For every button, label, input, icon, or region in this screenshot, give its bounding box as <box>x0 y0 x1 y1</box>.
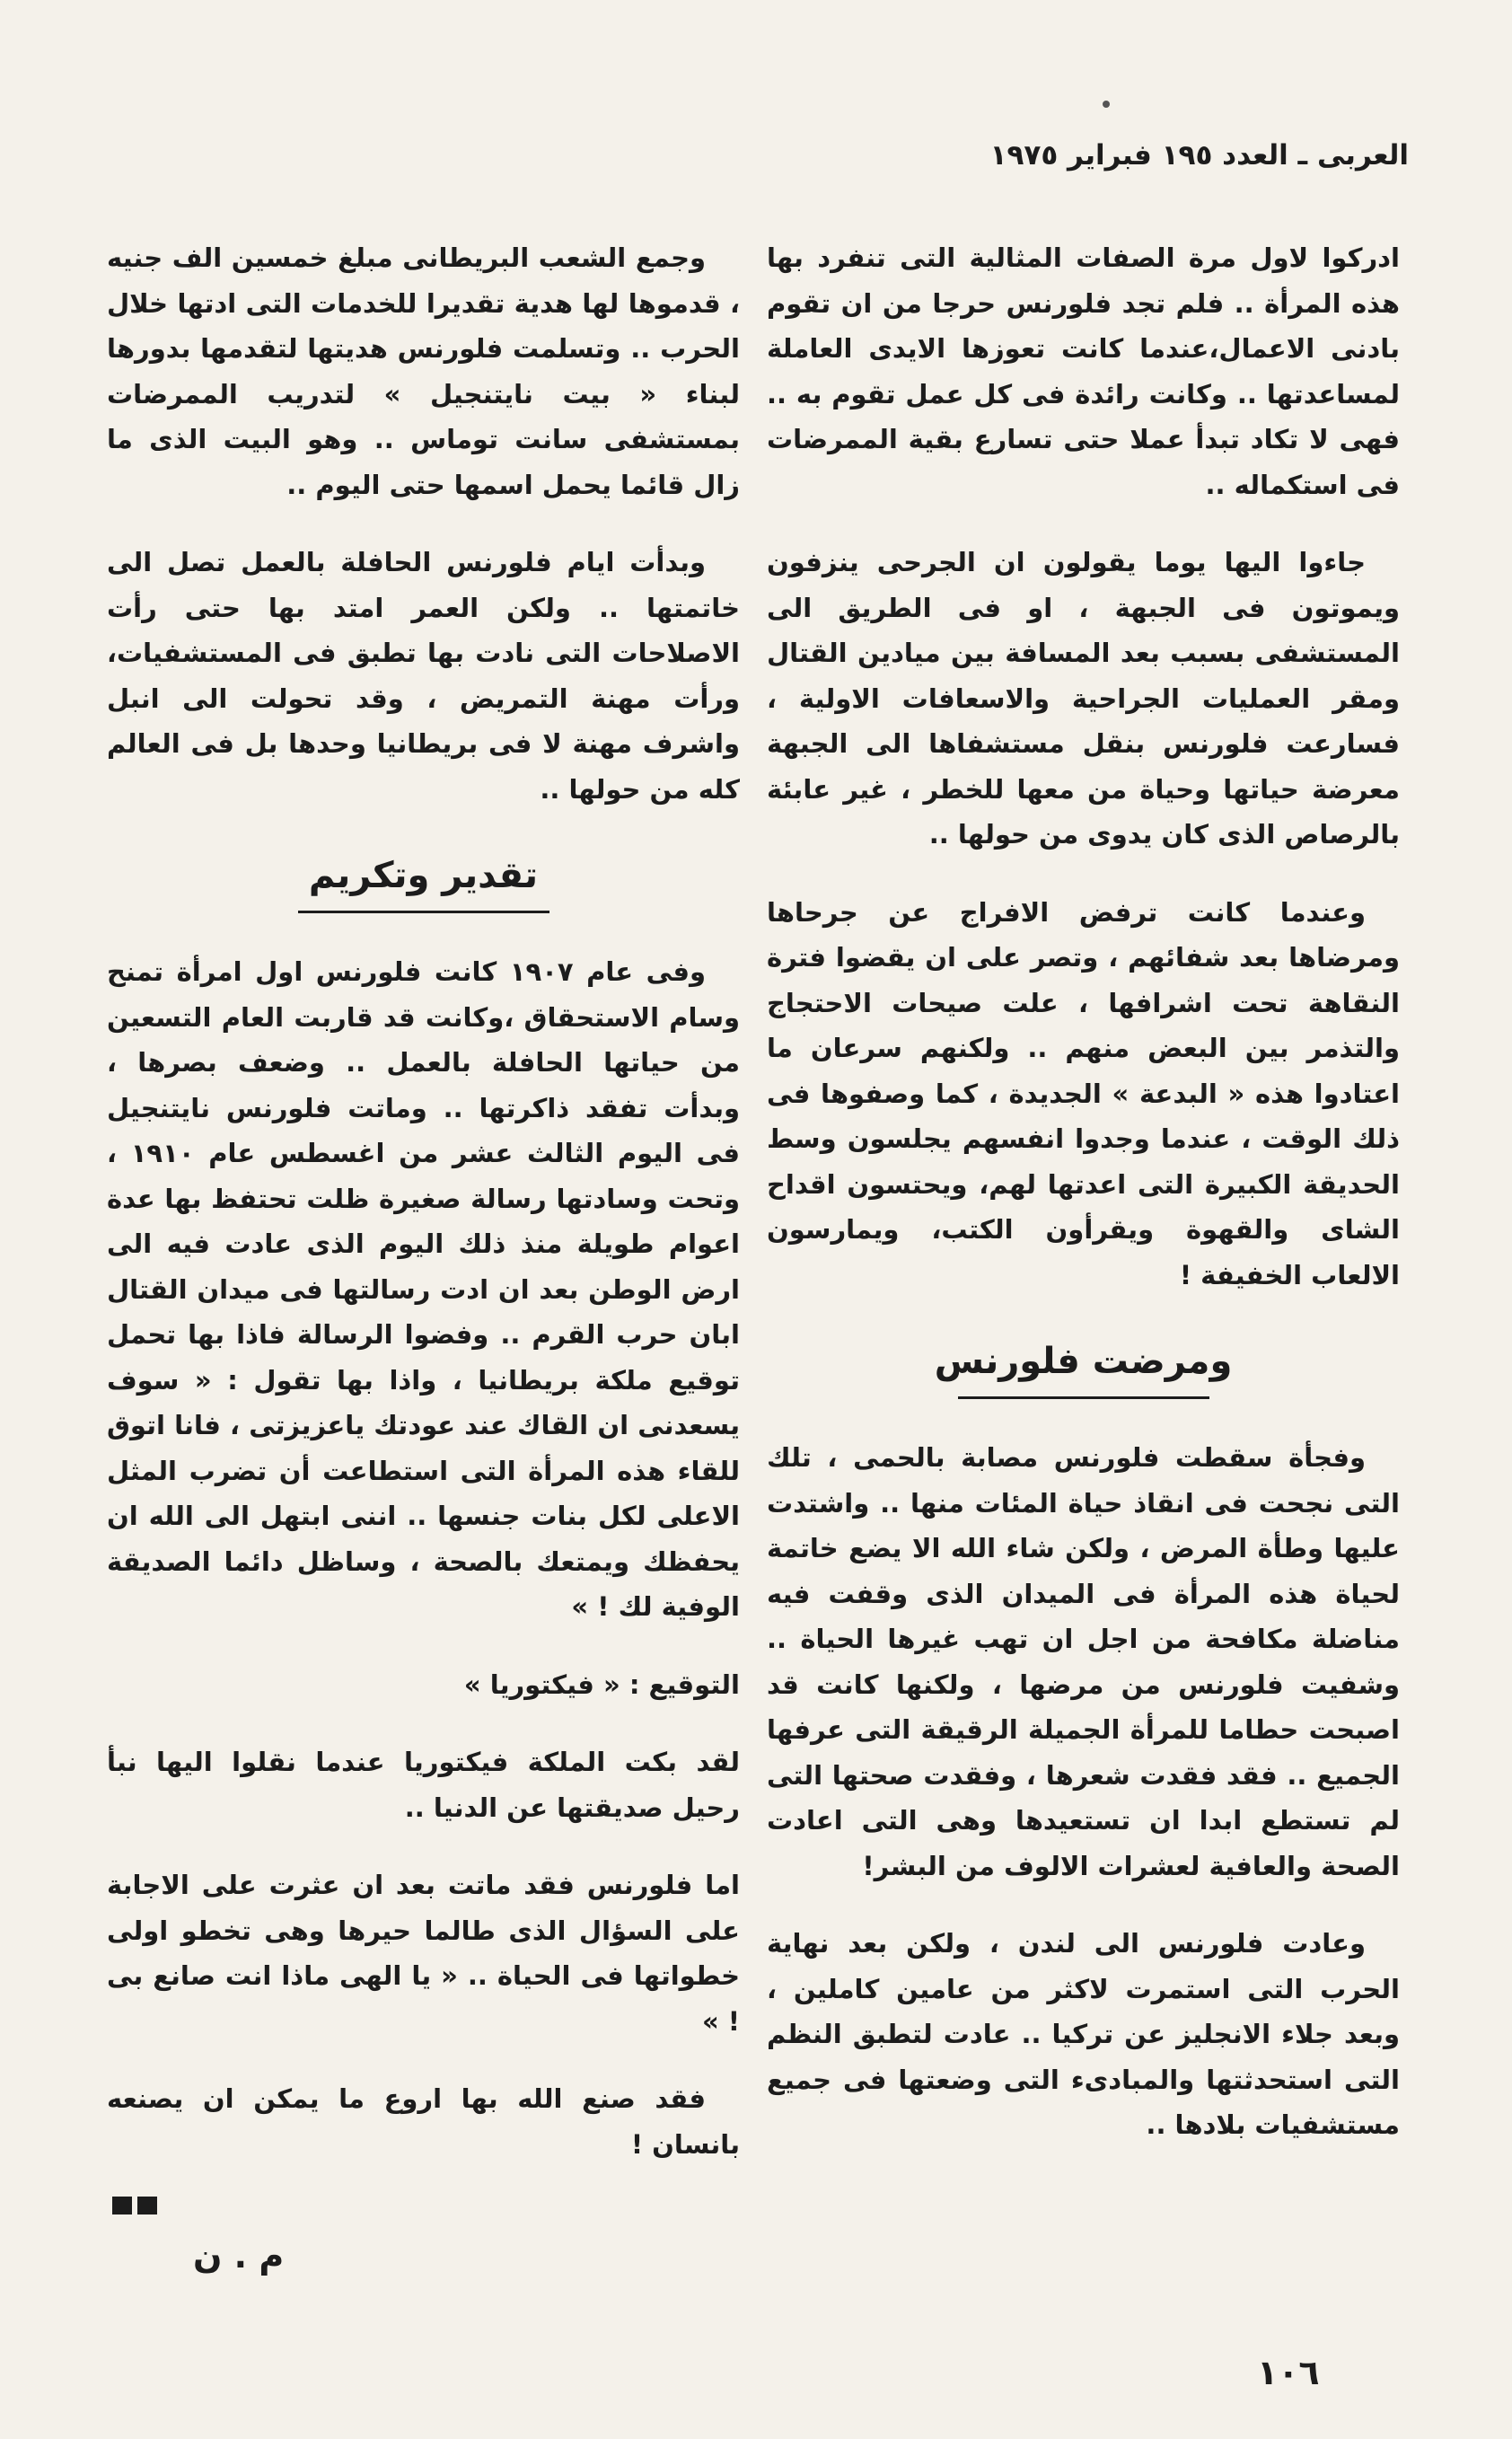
paragraph: اما فلورنس فقد ماتت بعد ان عثرت على الاجابة على السؤال الذى طالما حيرها وهى تخطو اولى خطواتها فى الحياة .. « يا الهى ماذا انت صانع بى ! » <box>107 1870 740 2037</box>
paragraph: وفجأة سقطت فلورنس مصابة بالحمى ، تلك التى نجحت فى انقاذ حياة المئات منها .. واشتدت عليها وطأة المرض ، ولكن شاء الله الا يضع خاتمة لحياة هذه المرأة فى الميدان الذى وقفت فيه مناضلة مكافحة من اجل ان تهب غيرها الحياة .. وشفيت فلورنس من مرضها ، ولكنها كانت قد اصبحت حطاما للمرأة الجميلة الرقيقة التى عرفها الجميع .. فقد فقدت شعرها ، وفقدت صحتها التى لم تستطع ابدا ان تستعيدها وهى التى اعادت الصحة والعافية لعشرات الالوف من البشر! <box>767 1442 1400 1881</box>
paragraph: فقد صنع الله بها اروع ما يمكن ان يصنعه بانسان ! <box>107 2083 740 2160</box>
paragraph: وبدأت ايام فلورنس الحافلة بالعمل تصل الى خاتمتها .. ولكن العمر امتد بها حتى رأت الاصلاحات التى نادت بها تطبق فى المستشفيات، ورأت مهنة التمريض ، وقد تحولت الى انبل واشرف مهنة لا فى بريطانيا وحدها بل فى العالم كله من حولها .. <box>107 547 740 805</box>
end-square-icon <box>137 2197 157 2214</box>
section-heading-text: تقدير وتكريم <box>308 855 539 896</box>
end-of-article-marks <box>107 2181 740 2227</box>
heading-underline <box>958 1391 1209 1399</box>
paragraph: وجمع الشعب البريطانى مبلغ خمسين الف جنيه ، قدموها لها هدية تقديرا للخدمات التى ادتها خلال الحرب .. وتسلمت فلورنس هديتها لتقدمها بدورها لبناء « بيت نايتنجيل » لتدريب الممرضات بمستشفى سانت توماس .. وهو البيت الذى ما زال قائما يحمل اسمها حتى اليوم .. <box>107 242 740 500</box>
section-heading-text: ومرضت فلورنس <box>934 1341 1233 1382</box>
paragraph: وفى عام ١٩٠٧ كانت فلورنس اول امرأة تمنح وسام الاستحقاق ،وكانت قد قاربت العام التسعين من حياتها الحافلة بالعمل .. وضعف بصرها ، وبدأت تفقد ذاكرتها .. وماتت فلورنس نايتنجيل فى اليوم الثالث عشر من اغسطس عام ١٩١٠ ، وتحت وسادتها رسالة صغيرة ظلت تحتفظ بها عدة اعوام طويلة منذ ذلك اليوم الذى عادت فيه الى ارض الوطن بعد ان ادت رسالتها فى ميدان القتال ابان حرب القرم .. وفضوا الرسالة فاذا بها تحمل توقيع ملكة بريطانيا ، واذا بها تقول : « سوف يسعدنى ان القاك عند عودتك ياعزيزتى ، فانا اتوق للقاء هذه المرأة التى استطاعت أن تضرب المثل الاعلى لكل بنات جنسها .. اننى ابتهل الى الله ان يحفظك ويمتعك بالصحة ، وساظل دائما الصديقة الوفية لك ! » <box>107 956 740 1622</box>
section-heading <box>107 851 740 913</box>
section-heading <box>767 1337 1400 1399</box>
paragraph: لقد بكت الملكة فيكتوريا عندما نقلوا اليها نبأ رحيل صديقتها عن الدنيا .. <box>107 1747 740 1823</box>
author-initials: م . ن <box>193 2236 285 2276</box>
paragraph: وعندما كانت ترفض الافراج عن جرحاها ومرضاها بعد شفائهم ، وتصر على ان يقضوا فترة النقاهة تحت اشرافها ، علت صيحات الاحتجاج والتذمر بين البعض منهم .. ولكنهم سرعان ما اعتادوا هذه « البدعة » الجديدة ، كما وصفوها فى ذلك الوقت ، عندما وجدوا انفسهم يجلسون وسط الحديقة الكبيرة التى اعدتها لهم، ويحتسون اقداح الشاى والقهوة ويقرأون الكتب، ويمارسون الالعاب الخفيفة ! <box>767 896 1400 1290</box>
paragraph: جاءوا اليها يوما يقولون ان الجرحى ينزفون ويموتون فى الجبهة ، او فى الطريق الى المستشفى بسبب بعد المسافة بين ميادين القتال ومقر العمليات الجراحية والاسعافات الاولية ، فسارعت فلورنس بنقل مستشفاها الى الجبهة معرضة حياتها وحياة من معها للخطر ، غير عابئة بالرصاص الذى كان يدوى من حولها .. <box>767 547 1400 850</box>
page-number: ١٠٦ <box>1257 2353 1320 2392</box>
left-column <box>107 235 740 2227</box>
running-head: العربى ـ العدد ١٩٥ فبراير ١٩٧٥ <box>989 139 1409 172</box>
signature: التوقيع : « فيكتوريا » <box>463 1669 740 1700</box>
end-square-icon <box>112 2197 132 2214</box>
paragraph: ادركوا لاول مرة الصفات المثالية التى تنفرد بها هذه المرأة .. فلم تجد فلورنس حرجا من ان تقوم بادنى الاعمال،عندما كانت تعوزها الايدى العاملة لمساعدتها .. وكانت رائدة فى كل عمل تقوم به .. فهى لا تكاد تبدأ عملا حتى تسارع بقية الممرضات فى استكماله .. <box>767 242 1400 500</box>
paragraph: وعادت فلورنس الى لندن ، ولكن بعد نهاية الحرب التى استمرت لاكثر من عامين كاملين ، وبعد جلاء الانجليز عن تركيا .. عادت لتطبق النظم التى استحدثتها والمبادىء التى وضعتها فى جميع مستشفيات بلادها .. <box>767 1928 1400 2140</box>
heading-underline <box>298 905 549 913</box>
right-column <box>767 235 1400 2180</box>
print-speck <box>1103 101 1110 108</box>
